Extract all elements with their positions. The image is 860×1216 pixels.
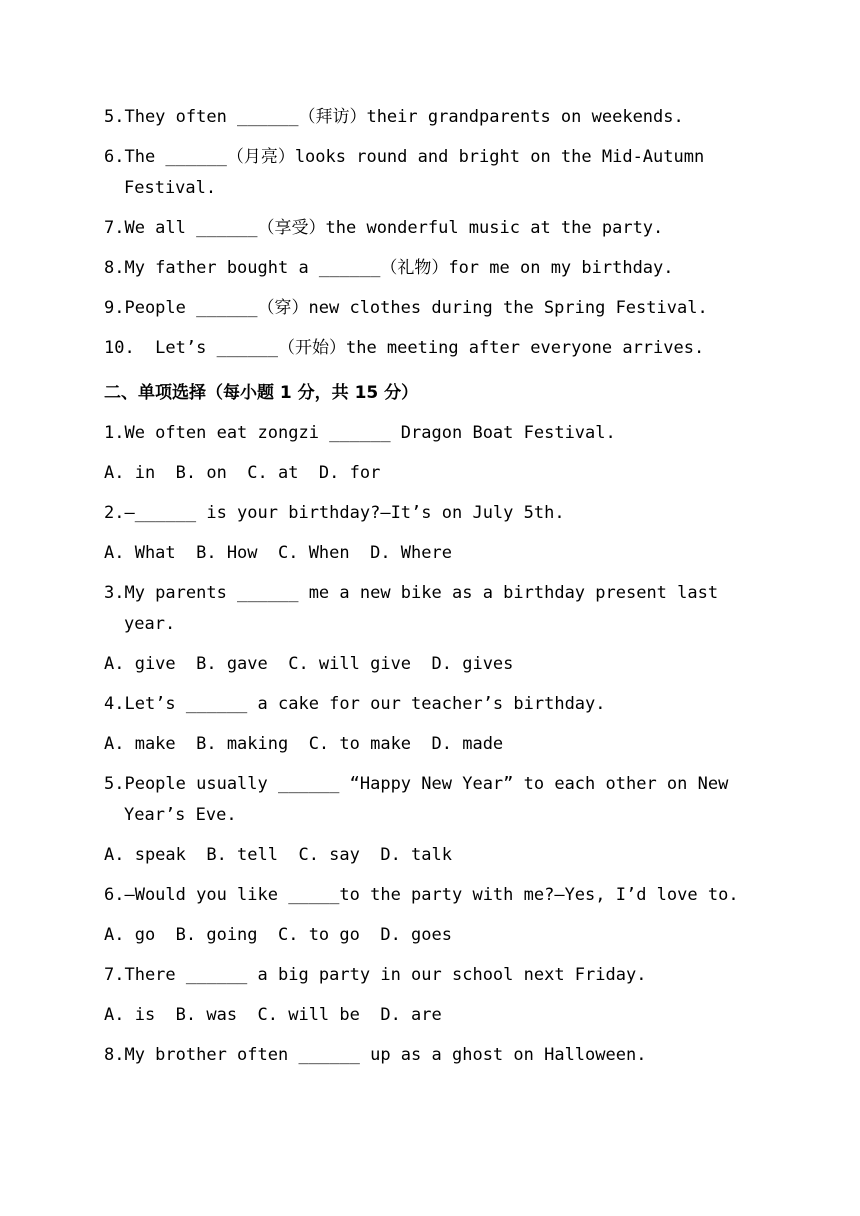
question-4: 4.Let’s ______ a cake for our teacher’s birthday.	[104, 694, 606, 714]
question-3-options: A. give B. gave C. will give D. gives	[104, 654, 514, 674]
question-7: 7.There ______ a big party in our school next Friday.	[104, 965, 647, 985]
fill-in-item-7: 7.We all ______（享受）the wonderful music at the party.	[104, 218, 664, 238]
question-6: 6.—Would you like _____to the party with me?—Yes, I’d love to.	[104, 885, 739, 905]
question-5: 5.People usually ______ “Happy New Year” to each other on New	[104, 774, 729, 794]
page-content	[104, 102, 784, 1080]
question-3: 3.My parents ______ me a new bike as a birthday present last	[104, 583, 719, 603]
question-2-options: A. What B. How C. When D. Where	[104, 543, 452, 563]
fill-in-item-9: 9.People ______（穿）new clothes during the Spring Festival.	[104, 298, 708, 318]
fill-in-item-5: 5.They often ______（拜访）their grandparents on weekends.	[104, 107, 684, 127]
question-3-continuation: year.	[124, 614, 176, 634]
question-1-options: A. in B. on C. at D. for	[104, 463, 381, 483]
fill-in-item-10: 10. Let’s ______（开始）the meeting after everyone arrives.	[104, 338, 705, 358]
question-5-options: A. speak B. tell C. say D. talk	[104, 845, 452, 865]
fill-in-item-6-continuation: Festival.	[124, 178, 217, 198]
question-1: 1.We often eat zongzi ______ Dragon Boat Festival.	[104, 423, 616, 443]
section-heading: 二、单项选择（每小题 1 分，共 15 分）	[104, 383, 419, 403]
question-7-options: A. is B. was C. will be D. are	[104, 1005, 442, 1025]
fill-in-item-6: 6.The ______（月亮）looks round and bright on the Mid-Autumn	[104, 147, 705, 167]
question-5-continuation: Year’s Eve.	[124, 805, 237, 825]
question-4-options: A. make B. making C. to make D. made	[104, 734, 504, 754]
fill-in-item-8: 8.My father bought a ______（礼物）for me on my birthday.	[104, 258, 674, 278]
question-6-options: A. go B. going C. to go D. goes	[104, 925, 452, 945]
question-2: 2.—______ is your birthday?—It’s on July 5th.	[104, 503, 565, 523]
question-8: 8.My brother often ______ up as a ghost on Halloween.	[104, 1045, 647, 1065]
